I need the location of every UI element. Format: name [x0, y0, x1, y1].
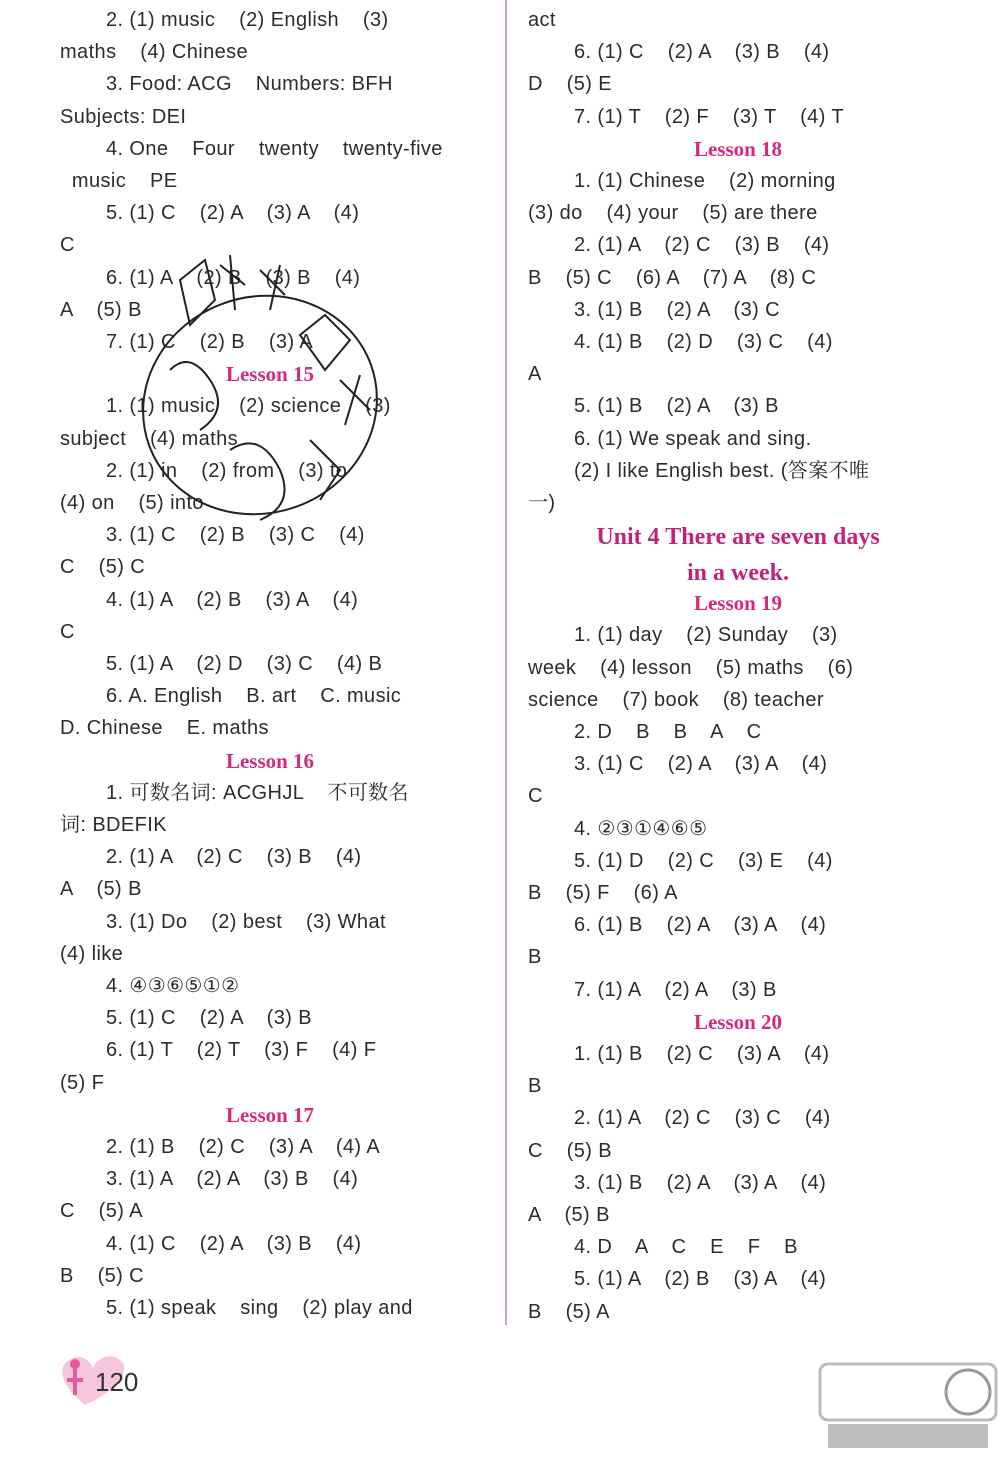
answer-line: week (4) lesson (5) maths (6): [528, 656, 854, 679]
answer-line: subject (4) maths: [60, 427, 239, 450]
answer-line: 7. (1) C (2) B (3) A: [106, 331, 314, 353]
answer-line: 5. (1) D (2) C (3) E (4): [574, 849, 833, 872]
answer-line: 3. (1) Do (2) best (3) What: [106, 910, 386, 933]
lesson-heading: Lesson 20: [693, 1009, 783, 1034]
answer-line: 1. (1) music (2) science (3): [106, 395, 391, 418]
answer-line: science (7) book (8) teacher: [528, 688, 824, 711]
answer-line: 4. ②③①④⑥⑤: [574, 817, 708, 840]
answer-line: 6. (1) We speak and sing.: [574, 427, 812, 450]
answer-line: 5. (1) C (2) A (3) A (4): [106, 202, 360, 225]
answer-line: C (5) C: [60, 556, 146, 579]
answer-line: maths (4) Chinese: [60, 41, 249, 64]
answer-line: 5. (1) A (2) B (3) A (4): [574, 1268, 827, 1291]
answer-line: 3. (1) A (2) A (3) B (4): [106, 1168, 359, 1191]
answer-line: 2. (1) music (2) English (3): [106, 9, 389, 31]
watermark-logo: [818, 1362, 998, 1452]
answer-line: 2. (1) A (2) C (3) B (4): [106, 846, 362, 869]
answer-line: 3. (1) C (2) B (3) C (4): [106, 524, 365, 547]
answer-line: 5. (1) speak sing (2) play and: [106, 1297, 413, 1319]
answer-line: 4. D A C E F B: [574, 1236, 798, 1259]
answer-line: B: [528, 1075, 542, 1098]
answer-line: 6. A. English B. art C. music: [106, 685, 402, 708]
answer-line: 6. (1) B (2) A (3) A (4): [574, 914, 827, 937]
answer-line: B (5) C (6) A (7) A (8) C: [528, 266, 817, 289]
answer-line: B: [528, 946, 542, 969]
answer-line: 2. (1) A (2) C (3) C (4): [574, 1107, 831, 1130]
answer-line: 7. (1) A (2) A (3) B: [574, 978, 777, 1001]
answer-line: 2. (1) in (2) from (3) to: [106, 459, 348, 482]
answer-line: B (5) A: [528, 1300, 610, 1323]
answer-line: 5. (1) A (2) D (3) C (4) B: [106, 653, 383, 675]
answer-line: (3) do (4) your (5) are there: [528, 202, 818, 225]
answer-line: 1. (1) B (2) C (3) A (4): [574, 1043, 830, 1065]
answer-line: 1. (1) Chinese (2) morning: [574, 170, 836, 192]
page-number: 120: [95, 1367, 139, 1397]
answer-line: A (5) B: [528, 1204, 610, 1226]
answer-line: Subjects: DEI: [60, 105, 187, 128]
answer-line: D. Chinese E. maths: [60, 717, 269, 740]
answer-line: 6. (1) T (2) T (3) F (4) F: [106, 1039, 377, 1062]
answer-line: 2. D B B A C: [574, 721, 762, 743]
handwritten-stamp: [110, 240, 410, 560]
answer-line: B (5) C: [60, 1264, 145, 1287]
answer-line: act: [528, 9, 556, 31]
answer-line: 6. (1) A (2) B (3) B (4): [106, 266, 361, 289]
answer-line: C: [60, 620, 75, 643]
answer-line: D (5) E: [528, 73, 613, 96]
unit-title: Unit 4 There are seven days: [596, 524, 880, 551]
answer-line: 3. (1) B (2) A (3) C: [574, 298, 781, 321]
answer-line: 一): [528, 492, 556, 514]
answer-line: 4. One Four twenty twenty-five: [106, 137, 443, 160]
answer-line: music PE: [60, 170, 178, 192]
answer-line: (2) I like English best. (答案不唯: [574, 459, 870, 482]
answer-line: 4. ④③⑥⑤①②: [106, 975, 240, 997]
answer-line: 2. (1) A (2) C (3) B (4): [574, 234, 830, 257]
answer-line: C (5) A: [60, 1200, 143, 1223]
answer-line: 1. 可数名词: ACGHJL 不可数名: [106, 781, 409, 804]
answer-line: C: [60, 234, 75, 257]
answer-line: 3. Food: ACG Numbers: BFH: [106, 73, 393, 96]
answer-line: C (5) B: [528, 1139, 613, 1162]
answer-line: 2. (1) B (2) C (3) A (4) A: [106, 1136, 381, 1158]
answer-line: 4. (1) B (2) D (3) C (4): [574, 331, 833, 353]
answer-line: C: [528, 785, 543, 808]
lesson-heading: Lesson 18: [693, 136, 783, 161]
column-divider: [505, 0, 507, 1325]
lesson-heading: Lesson 15: [225, 362, 315, 387]
answer-line: 7. (1) T (2) F (3) T (4) T: [574, 105, 844, 128]
answer-line: 5. (1) C (2) A (3) B: [106, 1007, 313, 1030]
answer-line: 词: BDEFIK: [60, 814, 167, 836]
lesson-heading: Lesson 16: [225, 748, 315, 773]
answer-line: (5) F: [60, 1071, 105, 1094]
answer-line: (4) like: [60, 942, 124, 965]
answer-line: A: [528, 363, 542, 386]
answer-line: B (5) F (6) A: [528, 882, 678, 904]
unit-title: in a week.: [687, 560, 789, 587]
lesson-heading: Lesson 19: [693, 591, 783, 616]
answer-line: 1. (1) day (2) Sunday (3): [574, 624, 838, 647]
lesson-heading: Lesson 17: [225, 1102, 315, 1127]
answer-line: 3. (1) C (2) A (3) A (4): [574, 753, 828, 776]
answer-line: 3. (1) B (2) A (3) A (4): [574, 1171, 827, 1194]
answer-line: A (5) B: [60, 298, 142, 321]
answer-line: 5. (1) B (2) A (3) B: [574, 395, 779, 418]
answer-line: (4) on (5) into: [60, 492, 204, 514]
answer-line: 6. (1) C (2) A (3) B (4): [574, 41, 830, 64]
answer-line: 4. (1) C (2) A (3) B (4): [106, 1232, 362, 1255]
answer-line: 4. (1) A (2) B (3) A (4): [106, 588, 359, 611]
answer-line: A (5) B: [60, 878, 142, 901]
